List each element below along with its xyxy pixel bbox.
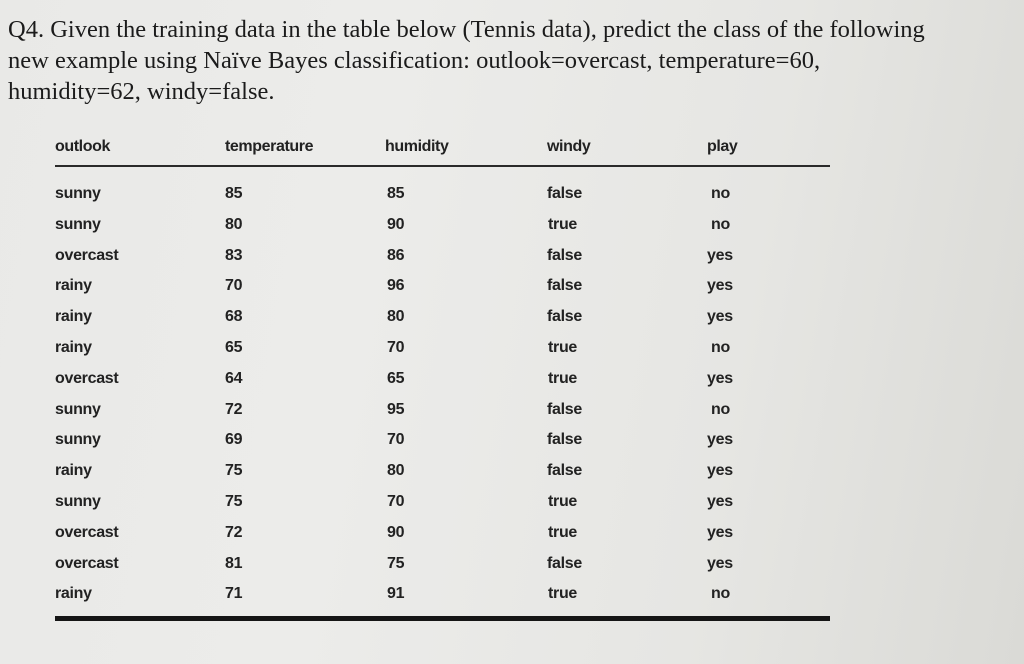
cell-humidity: 85 — [387, 185, 405, 202]
table-row — [55, 522, 830, 553]
cell-play: yes — [707, 554, 733, 572]
table-row — [55, 183, 830, 214]
table-row — [55, 491, 830, 522]
cell-temperature: 65 — [225, 339, 243, 356]
table-row — [55, 214, 830, 245]
cell-humidity: 90 — [387, 215, 405, 233]
table-row — [55, 429, 830, 460]
cell-windy: true — [548, 493, 578, 510]
cell-temperature: 64 — [225, 369, 243, 387]
cell-humidity: 90 — [387, 523, 405, 541]
question-text — [8, 14, 1020, 107]
table-row — [55, 245, 830, 276]
cell-humidity: 65 — [387, 369, 405, 387]
cell-play: yes — [707, 462, 733, 480]
cell-outlook: sunny — [55, 215, 101, 233]
header-play: play — [707, 138, 738, 155]
cell-windy: false — [547, 400, 582, 418]
cell-outlook: sunny — [55, 493, 101, 510]
cell-windy: true — [548, 215, 578, 233]
cell-temperature: 80 — [225, 215, 243, 233]
table-row — [55, 399, 830, 430]
cell-windy: false — [547, 308, 582, 326]
cell-windy: false — [547, 462, 582, 480]
cell-play: no — [711, 339, 730, 356]
cell-humidity: 80 — [387, 308, 405, 326]
cell-outlook: rainy — [55, 462, 92, 480]
cell-humidity: 80 — [387, 462, 405, 480]
cell-temperature: 68 — [225, 308, 243, 326]
cell-temperature: 71 — [225, 585, 243, 603]
cell-outlook: overcast — [55, 369, 119, 387]
table-row — [55, 553, 830, 584]
cell-windy: true — [548, 369, 578, 387]
cell-play: yes — [707, 369, 733, 387]
cell-play: yes — [707, 246, 733, 264]
cell-temperature: 72 — [225, 400, 243, 418]
cell-outlook: rainy — [55, 308, 92, 326]
tennis-data-table — [55, 138, 830, 626]
cell-play: yes — [707, 431, 733, 449]
question-line-3: humidity=62, windy=false. — [8, 78, 275, 105]
cell-humidity: 96 — [387, 277, 405, 295]
cell-play: yes — [707, 308, 733, 326]
table-bottom-rule — [55, 616, 830, 621]
table-row — [55, 583, 830, 614]
cell-windy: false — [547, 431, 582, 449]
cell-humidity: 91 — [387, 585, 405, 603]
table-row — [55, 275, 830, 306]
cell-windy: false — [547, 185, 582, 202]
cell-outlook: overcast — [55, 246, 119, 264]
cell-outlook: rainy — [55, 585, 92, 603]
cell-outlook: sunny — [55, 431, 101, 449]
cell-windy: true — [548, 585, 578, 603]
cell-play: no — [711, 400, 730, 418]
cell-outlook: rainy — [55, 277, 92, 295]
header-windy: windy — [547, 138, 591, 155]
table-row — [55, 460, 830, 491]
cell-temperature: 72 — [225, 523, 243, 541]
question-line-1: Q4. Given the training data in the table below (Tennis data), predict the class of the following — [8, 16, 925, 43]
cell-windy: true — [548, 523, 578, 541]
table-row — [55, 337, 830, 368]
cell-humidity: 95 — [387, 400, 405, 418]
cell-temperature: 85 — [225, 185, 243, 202]
cell-play: no — [711, 185, 730, 202]
cell-windy: false — [547, 246, 582, 264]
cell-temperature: 70 — [225, 277, 243, 295]
cell-play: no — [711, 585, 730, 603]
header-humidity: humidity — [385, 138, 449, 155]
table-row — [55, 306, 830, 337]
cell-outlook: overcast — [55, 554, 119, 572]
header-outlook: outlook — [55, 138, 110, 155]
cell-outlook: rainy — [55, 339, 92, 356]
cell-humidity: 70 — [387, 431, 405, 449]
cell-play: yes — [707, 523, 733, 541]
cell-temperature: 75 — [225, 462, 243, 480]
cell-outlook: sunny — [55, 185, 101, 202]
cell-play: yes — [707, 277, 733, 295]
cell-humidity: 70 — [387, 493, 405, 510]
cell-windy: true — [548, 339, 578, 356]
cell-temperature: 69 — [225, 431, 243, 449]
cell-outlook: overcast — [55, 523, 119, 541]
header-rule — [55, 165, 830, 167]
cell-humidity: 70 — [387, 339, 405, 356]
cell-windy: false — [547, 277, 582, 295]
cell-outlook: sunny — [55, 400, 101, 418]
question-line-2: new example using Naïve Bayes classification: outlook=overcast, temperature=60, — [8, 47, 821, 74]
table-row — [55, 368, 830, 399]
header-temperature: temperature — [225, 138, 314, 155]
cell-play: yes — [707, 493, 733, 510]
cell-temperature: 75 — [225, 493, 243, 510]
cell-temperature: 83 — [225, 246, 243, 264]
cell-temperature: 81 — [225, 554, 243, 572]
cell-windy: false — [547, 554, 582, 572]
cell-play: no — [711, 215, 730, 233]
cell-humidity: 75 — [387, 554, 405, 572]
cell-humidity: 86 — [387, 246, 405, 264]
